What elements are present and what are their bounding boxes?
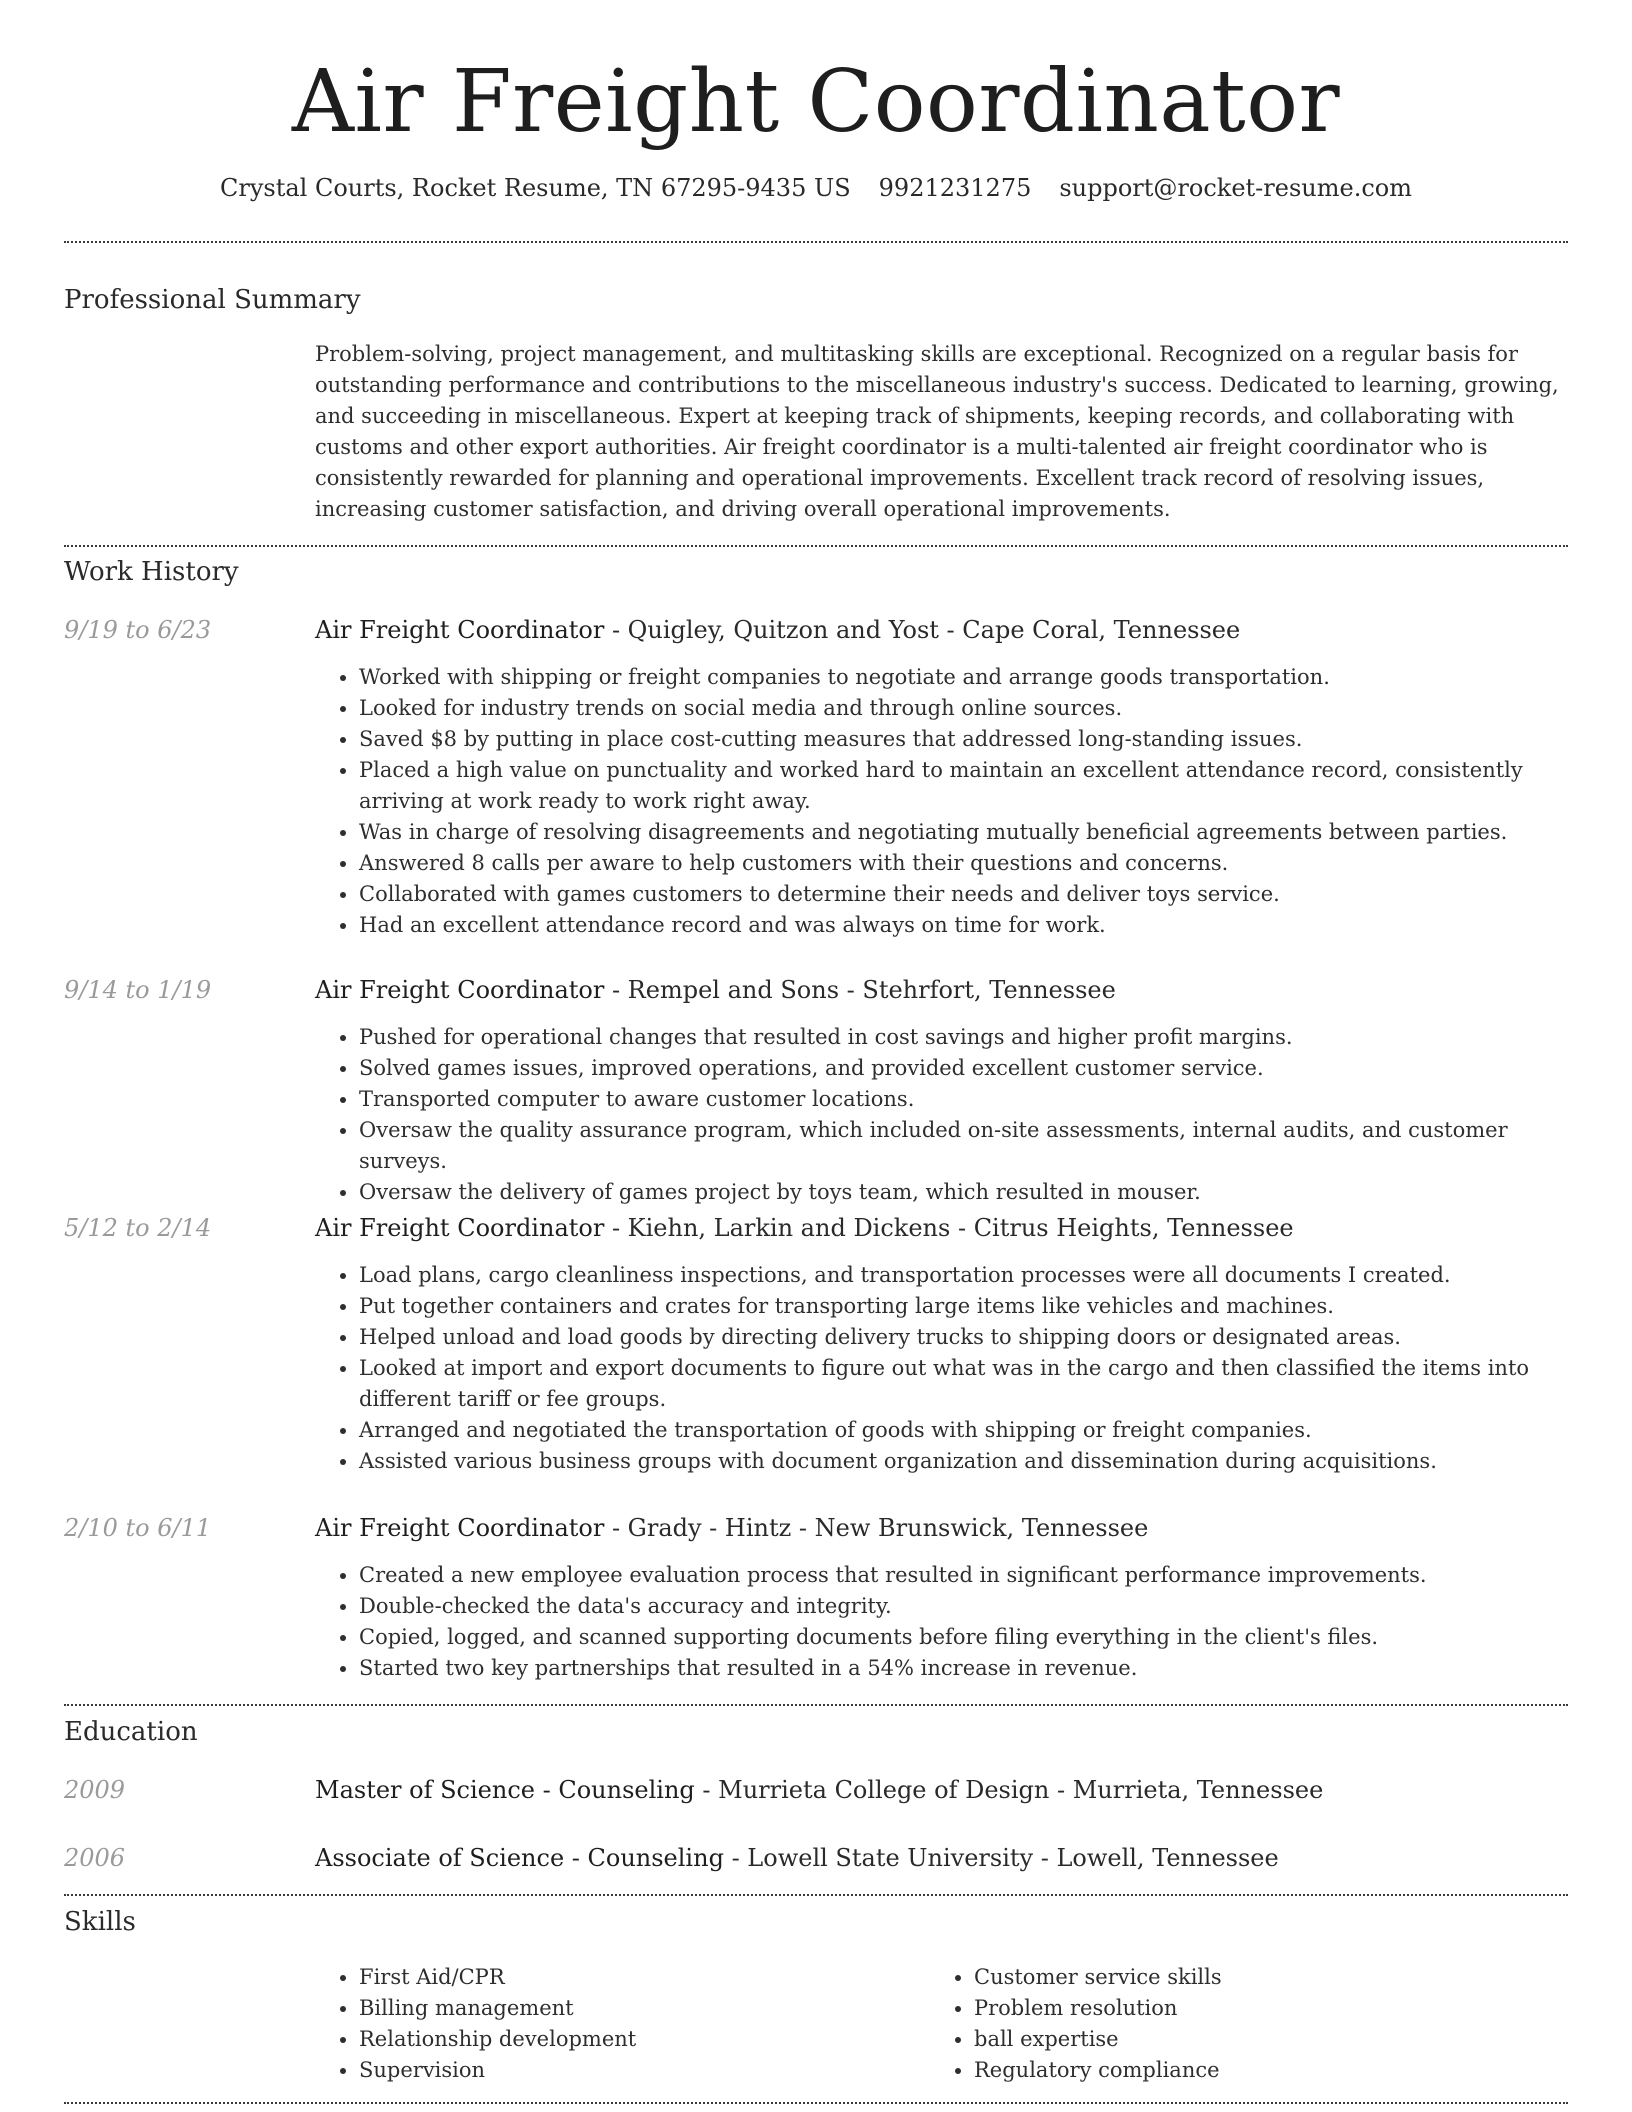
job-bullet: • Double-checked the data's accuracy and integrity. [359, 1591, 1565, 1622]
job-dates: 9/19 to 6/23 [64, 616, 212, 644]
education-heading [315, 1840, 1565, 1876]
skill-item: • Problem resolution [974, 1993, 1490, 2024]
job-bullet: • Started two key partnerships that resulted in a 54% increase in revenue. [359, 1653, 1565, 1684]
education-degree: Associate of Science - Counseling [315, 1844, 724, 1872]
job-heading [315, 612, 1565, 648]
job-heading [315, 1210, 1565, 1246]
section-title-summary: Professional Summary [64, 285, 361, 315]
section-title-skills: Skills [64, 1907, 136, 1937]
divider [64, 241, 1568, 243]
skill-item: • Billing management [359, 1993, 875, 2024]
job-title: Air Freight Coordinator [315, 1214, 605, 1242]
divider [64, 545, 1568, 547]
resume-name: Air Freight Coordinator [291, 52, 1341, 152]
section-title-education: Education [64, 1717, 198, 1747]
skill-item: • Regulatory compliance [974, 2055, 1490, 2086]
job-bullet: • Solved games issues, improved operations, and provided excellent customer service. [359, 1053, 1565, 1084]
job-bullet: • Arranged and negotiated the transportation of goods with shipping or freight companies. [359, 1415, 1565, 1446]
contact-email: support@rocket-resume.com [1059, 174, 1412, 202]
skill-item: • First Aid/CPR [359, 1962, 875, 1993]
education-school: - Lowell State University - Lowell, Tennessee [723, 1844, 1279, 1872]
skill-item: • Customer service skills [974, 1962, 1490, 1993]
job-bullet: • Transported computer to aware customer locations. [359, 1084, 1565, 1115]
job-bullet: • Helped unload and load goods by directing delivery trucks to shipping doors or designated areas. [359, 1322, 1565, 1353]
job-bullet: • Was in charge of resolving disagreements and negotiating mutually beneficial agreements between parties. [359, 817, 1565, 848]
job-bullet: • Saved $8 by putting in place cost-cutting measures that addressed long-standing issues. [359, 724, 1565, 755]
job-bullet: • Load plans, cargo cleanliness inspections, and transportation processes were all documents I created. [359, 1260, 1565, 1291]
skill-item: • ball expertise [974, 2024, 1490, 2055]
job-bullet: • Worked with shipping or freight companies to negotiate and arrange goods transportation. [359, 662, 1565, 693]
education-degree: Master of Science - Counseling [315, 1776, 695, 1804]
job-bullet: • Pushed for operational changes that resulted in cost savings and higher profit margins. [359, 1022, 1565, 1053]
job-bullets [315, 1022, 1565, 1208]
divider [64, 1704, 1568, 1706]
contact-line [0, 170, 1632, 206]
job-employer: - Kiehn, Larkin and Dickens - Citrus Heights, Tennessee [604, 1214, 1294, 1242]
skill-item: • Relationship development [359, 2024, 875, 2055]
job-title: Air Freight Coordinator [315, 1514, 605, 1542]
section-title-work: Work History [64, 557, 239, 587]
contact-address: Crystal Courts, Rocket Resume, TN 67295-9435 US [220, 174, 851, 202]
job-bullet: • Oversaw the delivery of games project by toys team, which resulted in mouser. [359, 1177, 1565, 1208]
job-bullet: • Oversaw the quality assurance program, which included on-site assessments, internal audits, and customer surveys. [359, 1115, 1565, 1177]
skills-list-left [315, 1962, 875, 2086]
summary-text: Problem-solving, project management, and multitasking skills are exceptional. Recognized on a regular basis for outstanding performance and contributions to the miscellaneous industry's success. Dedicated to learning, growing, and succeeding in miscellaneous. Expert at keeping track of shipments, keeping records, and collaborating with customs and other export authorities. Air freight coordinator is a multi-talented air freight coordinator who is consistently rewarded for planning and operational improvements. Excellent track record of resolving issues, increasing customer satisfaction, and driving overall operational improvements. [315, 342, 1559, 521]
job-employer: - Rempel and Sons - Stehrfort, Tennessee [604, 976, 1116, 1004]
job-title: Air Freight Coordinator [315, 976, 605, 1004]
job-bullet: • Collaborated with games customers to determine their needs and deliver toys service. [359, 879, 1565, 910]
job-dates: 5/12 to 2/14 [64, 1214, 212, 1242]
education-year: 2009 [64, 1776, 126, 1804]
job-bullet: • Had an excellent attendance record and was always on time for work. [359, 910, 1565, 941]
job-bullet: • Assisted various business groups with document organization and dissemination during acquisitions. [359, 1446, 1565, 1477]
education-heading [315, 1772, 1565, 1808]
job-heading [315, 972, 1565, 1008]
job-bullet: • Created a new employee evaluation process that resulted in significant performance improvements. [359, 1560, 1565, 1591]
job-bullets [315, 1560, 1565, 1684]
job-employer: - Quigley, Quitzon and Yost - Cape Coral, Tennessee [604, 616, 1241, 644]
education-school: - Murrieta College of Design - Murrieta, Tennessee [694, 1776, 1324, 1804]
job-dates: 9/14 to 1/19 [64, 976, 212, 1004]
job-bullet: • Copied, logged, and scanned supporting documents before filing everything in the client's files. [359, 1622, 1565, 1653]
contact-phone: 9921231275 [878, 174, 1032, 202]
skills-list-right [930, 1962, 1490, 2086]
job-bullet: • Put together containers and crates for transporting large items like vehicles and machines. [359, 1291, 1565, 1322]
job-bullet: • Looked at import and export documents to figure out what was in the cargo and then classified the items into different tariff or fee groups. [359, 1353, 1565, 1415]
job-bullet: • Placed a high value on punctuality and worked hard to maintain an excellent attendance record, consistently arriving at work ready to work right away. [359, 755, 1565, 817]
job-bullet: • Answered 8 calls per aware to help customers with their questions and concerns. [359, 848, 1565, 879]
job-bullets [315, 1260, 1565, 1477]
skill-item: • Supervision [359, 2055, 875, 2086]
divider [64, 2102, 1568, 2104]
job-heading [315, 1510, 1565, 1546]
job-dates: 2/10 to 6/11 [64, 1514, 212, 1542]
job-employer: - Grady - Hintz - New Brunswick, Tennessee [604, 1514, 1149, 1542]
divider [64, 1894, 1568, 1896]
job-bullet: • Looked for industry trends on social media and through online sources. [359, 693, 1565, 724]
job-bullets [315, 662, 1565, 941]
education-year: 2006 [64, 1844, 126, 1872]
job-title: Air Freight Coordinator [315, 616, 605, 644]
